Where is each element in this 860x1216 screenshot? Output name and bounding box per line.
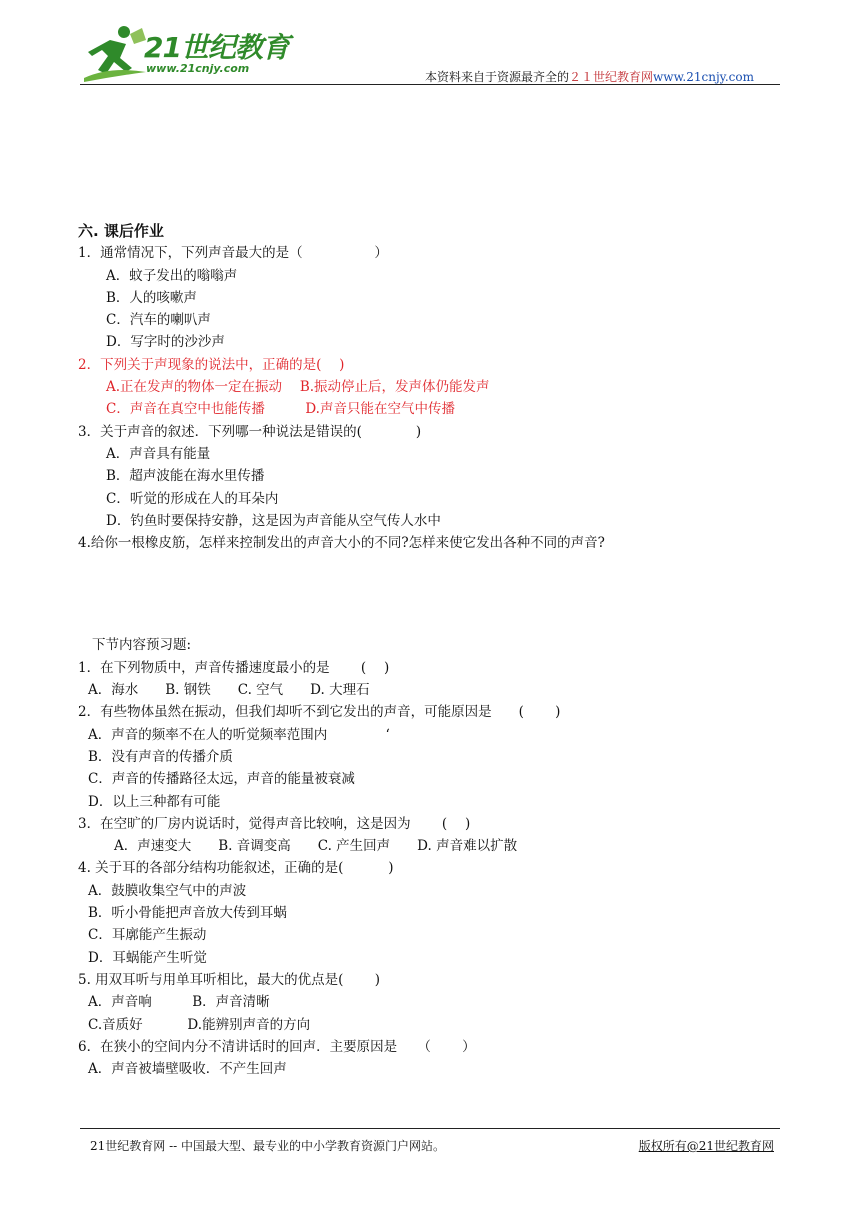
question-option: C．听觉的形成在人的耳朵内 — [106, 490, 279, 507]
question-option-row: C．声音在真空中也能传播 D.声音只能在空气中传播 — [106, 401, 455, 418]
preview-option-row: C.音质好 D.能辨别声音的方向 — [88, 1016, 311, 1033]
logo-wordmark: 21世纪教育 — [144, 31, 289, 64]
question-stem: 4.给你一根橡皮筋，怎样来控制发出的声音大小的不同?怎样来使它发出各种不同的声音? — [78, 535, 605, 552]
preview-option: A．声音被墙壁吸收．不产生回声 — [88, 1061, 287, 1078]
preview-option: D．耳蜗能产生听觉 — [88, 949, 207, 966]
preview-question-stem: 4. 关于耳的各部分结构功能叙述，正确的是( ) — [78, 860, 394, 877]
question-stem-highlighted: 2．下列关于声现象的说法中，正确的是( ) — [78, 356, 345, 373]
preview-question-stem: 1．在下列物质中，声音传播速度最小的是 ( ) — [78, 659, 390, 676]
header-divider — [80, 84, 780, 85]
preview-option: A．声音的频率不在人的听觉频率范围内 ‘ — [88, 726, 390, 743]
footer-divider — [80, 1128, 780, 1129]
footer-copyright-link[interactable]: 版权所有@21世纪教育网 — [638, 1139, 774, 1153]
header-notice-url[interactable]: www.21cnjy.com — [653, 70, 754, 84]
preview-option: B．没有声音的传播介质 — [88, 748, 233, 765]
preview-option-row: A．声速变大 B. 音调变高 C. 产生回声 D. 声音难以扩散 — [114, 838, 518, 855]
page-header — [80, 22, 780, 86]
question-stem: 1．通常情况下，下列声音最大的是（ ） — [78, 245, 388, 262]
preview-option: A．鼓膜收集空气中的声波 — [88, 882, 247, 899]
header-notice-prefix: 本资料来自于资源最齐全的 — [425, 70, 570, 84]
footer-text: 21世纪教育网 -- 中国最大型、最专业的中小学教育资源门户网站。 — [90, 1139, 446, 1153]
question-stem: 3．关于声音的叙述．下列哪一种说法是错误的( ) — [78, 423, 422, 440]
section-title: 六. 课后作业 — [78, 222, 164, 240]
preview-question-stem: 3．在空旷的厂房内说话时，觉得声音比较响，这是因为 ( ) — [78, 815, 471, 832]
preview-option: D．以上三种都有可能 — [88, 793, 221, 810]
logo-url: www.21cnjy.com — [146, 62, 250, 75]
question-option: A．声音具有能量 — [106, 445, 211, 462]
runner-logo-icon — [80, 22, 150, 84]
header-notice-site[interactable]: ２１世纪教育网 — [569, 70, 654, 84]
preview-option: C．声音的传播路径太远，声音的能量被衰减 — [88, 771, 355, 788]
preview-heading: 下节内容预习题: — [92, 637, 192, 654]
question-option: C．汽车的喇叭声 — [106, 312, 211, 329]
answer-space — [78, 554, 778, 634]
preview-option: C．耳廓能产生振动 — [88, 927, 207, 944]
question-option: B．人的咳嗽声 — [106, 289, 197, 306]
question-option: B．超声波能在海水里传播 — [106, 468, 265, 485]
preview-option-row: A．海水 B. 钢铁 C. 空气 D. 大理石 — [88, 682, 370, 699]
header-notice — [425, 68, 754, 85]
question-option-row: A.正在发声的物体一定在振动 B.振动停止后，发声体仍能发声 — [106, 379, 490, 396]
preview-question-stem: 2．有些物体虽然在振动，但我们却听不到它发出的声音，可能原因是 ( ) — [78, 704, 561, 721]
preview-question-stem: 5. 用双耳听与用单耳听相比，最大的优点是( ) — [78, 971, 380, 988]
question-option: A．蚊子发出的嗡嗡声 — [106, 267, 238, 284]
document-body — [78, 220, 778, 1080]
site-logo — [80, 22, 290, 84]
preview-question-stem: 6．在狭小的空间内分不清讲话时的回声．主要原因是 （ ） — [78, 1038, 476, 1055]
question-option: D．写字时的沙沙声 — [106, 334, 225, 351]
preview-option-row: A．声音响 B．声音清晰 — [88, 994, 270, 1011]
preview-option: B．听小骨能把声音放大传到耳蜗 — [88, 905, 287, 922]
question-option: D．钓鱼时要保持安静，这是因为声音能从空气传人水中 — [106, 512, 441, 529]
